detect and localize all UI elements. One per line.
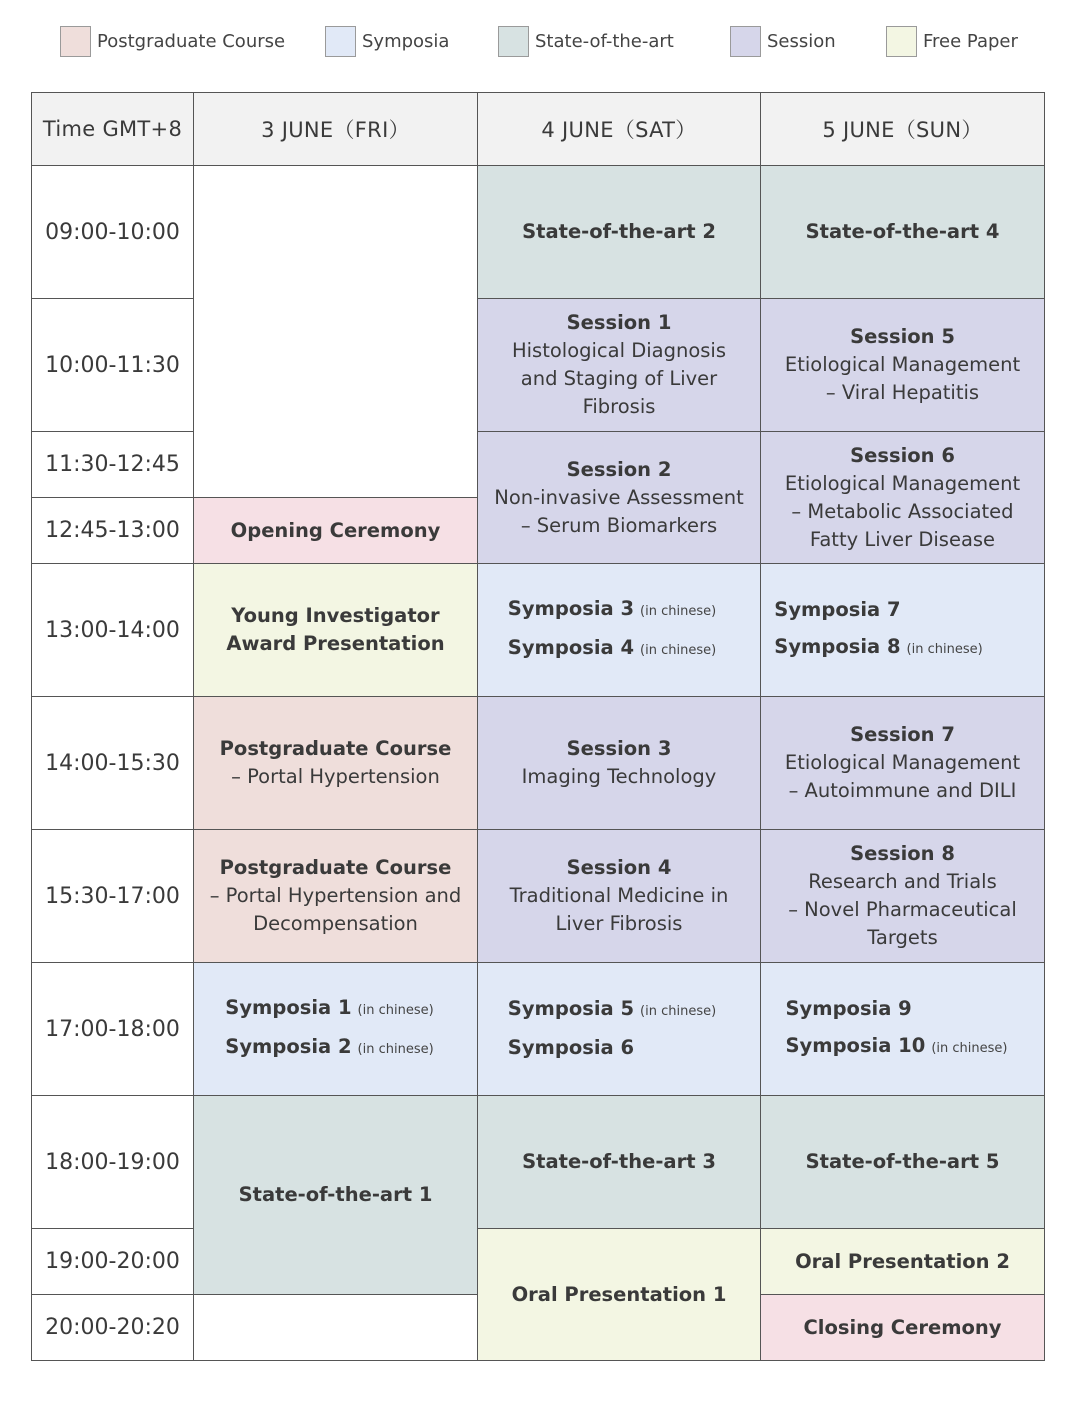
- legend-label: Symposia: [362, 30, 450, 52]
- cell-title: Oral Presentation 2: [795, 1249, 1010, 1273]
- cell-title: Opening Ceremony: [230, 518, 441, 542]
- cell-line: Fatty Liver Disease: [809, 527, 996, 551]
- session-2-cell: [478, 432, 761, 564]
- cell-line: Histological Diagnosis: [511, 339, 727, 362]
- legend-item-session: [730, 24, 836, 58]
- legend-item-postgraduate-course: [60, 24, 285, 58]
- legend-item-state-of-the-art: [498, 24, 674, 58]
- time-cell: 19:00-20:00: [32, 1229, 194, 1295]
- session-5-cell: [761, 299, 1045, 432]
- time-row: [32, 1229, 1045, 1295]
- symposia-list: [786, 991, 1008, 1067]
- postgraduate-course-2-cell: [194, 830, 478, 963]
- session-3-cell: [478, 697, 761, 830]
- language-note: (in chinese): [906, 642, 983, 657]
- cell-title: Oral Presentation 1: [511, 1282, 727, 1306]
- time-row: [32, 1096, 1045, 1229]
- cell-title: Closing Ceremony: [803, 1315, 1002, 1339]
- oral-presentation-1-cell: [478, 1229, 761, 1361]
- time-cell: 11:30-12:45: [32, 432, 194, 498]
- legend-label: State-of-the-art: [535, 30, 674, 52]
- cell-line: Imaging Technology: [521, 765, 717, 788]
- time-row: [32, 564, 1045, 697]
- legend-item-symposia: [325, 24, 449, 58]
- cell-title: Session 7: [850, 723, 955, 746]
- cell-line: Traditional Medicine in: [509, 884, 729, 907]
- symposia-line: [774, 629, 982, 668]
- language-note: (in chinese): [357, 1042, 434, 1057]
- cell-line: – Novel Pharmaceutical: [788, 898, 1017, 921]
- cell-title: Postgraduate Course: [219, 856, 452, 879]
- symposia-line: [225, 990, 433, 1029]
- state-of-the-art-5-cell: [761, 1096, 1045, 1229]
- symposia-line: [786, 1028, 1008, 1067]
- symposia-title: Symposia 9: [785, 997, 912, 1020]
- language-note: (in chinese): [640, 643, 717, 658]
- cell-line: Etiological Management: [784, 471, 1021, 495]
- cell-line: Liver Fibrosis: [555, 912, 683, 935]
- time-row: [32, 166, 1045, 299]
- time-cell: 12:45-13:00: [32, 498, 194, 564]
- time-cell: 18:00-19:00: [32, 1096, 194, 1229]
- header-day-1: 3 JUNE（FRI）: [194, 93, 478, 166]
- cell-title: Session 2: [566, 457, 672, 481]
- cell-line: Decompensation: [253, 912, 418, 935]
- symposia-title: Symposia 1: [225, 996, 352, 1019]
- header-day-3: 5 JUNE（SUN）: [761, 93, 1045, 166]
- time-cell: 15:30-17:00: [32, 830, 194, 963]
- time-row: [32, 299, 1045, 432]
- cell-title: State-of-the-art 1: [238, 1183, 433, 1206]
- time-row: [32, 963, 1045, 1096]
- cell-title: Young Investigator: [231, 604, 440, 627]
- state-of-the-art-3-cell: [478, 1096, 761, 1229]
- cell-title: State-of-the-art 5: [805, 1150, 1000, 1173]
- legend-label: Session: [767, 30, 836, 52]
- symposia-line: [786, 991, 1008, 1028]
- opening-ceremony-cell: [194, 498, 478, 564]
- schedule-table: [31, 92, 1045, 1361]
- time-cell: 14:00-15:30: [32, 697, 194, 830]
- symposia-list: [508, 591, 716, 669]
- cell-line: – Metabolic Associated: [791, 499, 1014, 523]
- symposia-title: Symposia 2: [225, 1035, 352, 1058]
- symposia-line: [508, 630, 716, 669]
- symposia-list: [225, 990, 433, 1068]
- legend-label: Postgraduate Course: [97, 30, 286, 52]
- language-note: (in chinese): [640, 1004, 717, 1019]
- session-1-cell: [478, 299, 761, 432]
- cell-title: Session 3: [566, 737, 672, 760]
- session-7-cell: [761, 697, 1045, 830]
- cell-line: Etiological Management: [784, 751, 1021, 774]
- oral-presentation-2-cell: [761, 1229, 1045, 1295]
- session-4-cell: [478, 830, 761, 963]
- legend-swatch: [886, 26, 917, 57]
- time-cell: 13:00-14:00: [32, 564, 194, 697]
- cell-title: State-of-the-art 3: [522, 1150, 716, 1173]
- cell-title: State-of-the-art 4: [805, 220, 1000, 243]
- legend-swatch: [730, 26, 761, 57]
- symposia-line: [225, 1029, 433, 1068]
- symposia-5-6-cell: [478, 963, 761, 1096]
- empty-cell: [194, 166, 478, 498]
- legend: [0, 24, 1080, 58]
- symposia-title: Symposia 4: [507, 636, 635, 659]
- symposia-line: [774, 592, 982, 629]
- cell-title: Session 5: [850, 325, 955, 348]
- young-investigator-award-cell: [194, 564, 478, 697]
- cell-line: Non-invasive Assessment: [494, 485, 744, 509]
- cell-title: Postgraduate Course: [219, 737, 452, 760]
- legend-label: Free Paper: [923, 30, 1018, 52]
- symposia-title: Symposia 8: [774, 635, 901, 658]
- symposia-title: Symposia 3: [507, 597, 635, 620]
- cell-title: Session 6: [850, 443, 955, 467]
- symposia-list: [774, 592, 982, 668]
- symposia-line: [508, 991, 716, 1030]
- cell-line: – Portal Hypertension and: [209, 884, 462, 907]
- legend-item-free-paper: [886, 24, 1018, 58]
- symposia-line: [508, 1030, 716, 1067]
- header-day-2: 4 JUNE（SAT）: [478, 93, 761, 166]
- cell-line: – Serum Biomarkers: [520, 513, 718, 537]
- cell-line: – Viral Hepatitis: [825, 381, 980, 404]
- state-of-the-art-4-cell: [761, 166, 1045, 299]
- postgraduate-course-1-cell: [194, 697, 478, 830]
- symposia-7-8-cell: [761, 564, 1045, 697]
- time-row: [32, 432, 1045, 498]
- symposia-title: Symposia 5: [507, 997, 635, 1020]
- cell-line: and Staging of Liver: [520, 367, 718, 390]
- cell-line: Research and Trials: [808, 870, 997, 893]
- legend-swatch: [60, 26, 91, 57]
- language-note: (in chinese): [640, 604, 717, 619]
- symposia-1-2-cell: [194, 963, 478, 1096]
- cell-title: Session 8: [850, 842, 955, 865]
- cell-line: Etiological Management: [784, 353, 1021, 376]
- time-row: [32, 697, 1045, 830]
- time-row: [32, 830, 1045, 963]
- time-cell: 09:00-10:00: [32, 166, 194, 299]
- symposia-title: Symposia 10: [785, 1034, 926, 1057]
- symposia-line: [508, 591, 716, 630]
- symposia-9-10-cell: [761, 963, 1045, 1096]
- state-of-the-art-2-cell: [478, 166, 761, 299]
- language-note: (in chinese): [357, 1003, 434, 1018]
- cell-line: – Portal Hypertension: [231, 765, 440, 788]
- time-cell: 20:00-20:20: [32, 1295, 194, 1361]
- cell-title: Award Presentation: [226, 632, 445, 655]
- legend-swatch: [325, 26, 356, 57]
- empty-cell: [194, 1295, 478, 1361]
- cell-title: State-of-the-art 2: [522, 220, 716, 243]
- legend-swatch: [498, 26, 529, 57]
- header-row: [32, 93, 1045, 166]
- state-of-the-art-1-cell: [194, 1096, 478, 1295]
- symposia-title: Symposia 7: [774, 598, 901, 621]
- cell-title: Session 4: [566, 856, 672, 879]
- cell-line: Targets: [867, 926, 938, 949]
- cell-line: – Autoimmune and DILI: [788, 779, 1017, 802]
- cell-title: Session 1: [566, 311, 672, 334]
- cell-line: Fibrosis: [582, 395, 656, 418]
- symposia-list: [508, 991, 716, 1067]
- symposia-3-4-cell: [478, 564, 761, 697]
- closing-ceremony-cell: [761, 1295, 1045, 1361]
- symposia-title: Symposia 6: [507, 1036, 635, 1059]
- session-8-cell: [761, 830, 1045, 963]
- time-cell: 17:00-18:00: [32, 963, 194, 1096]
- time-cell: 10:00-11:30: [32, 299, 194, 432]
- language-note: (in chinese): [931, 1041, 1008, 1056]
- header-time: Time GMT+8: [32, 93, 194, 166]
- session-6-cell: [761, 432, 1045, 564]
